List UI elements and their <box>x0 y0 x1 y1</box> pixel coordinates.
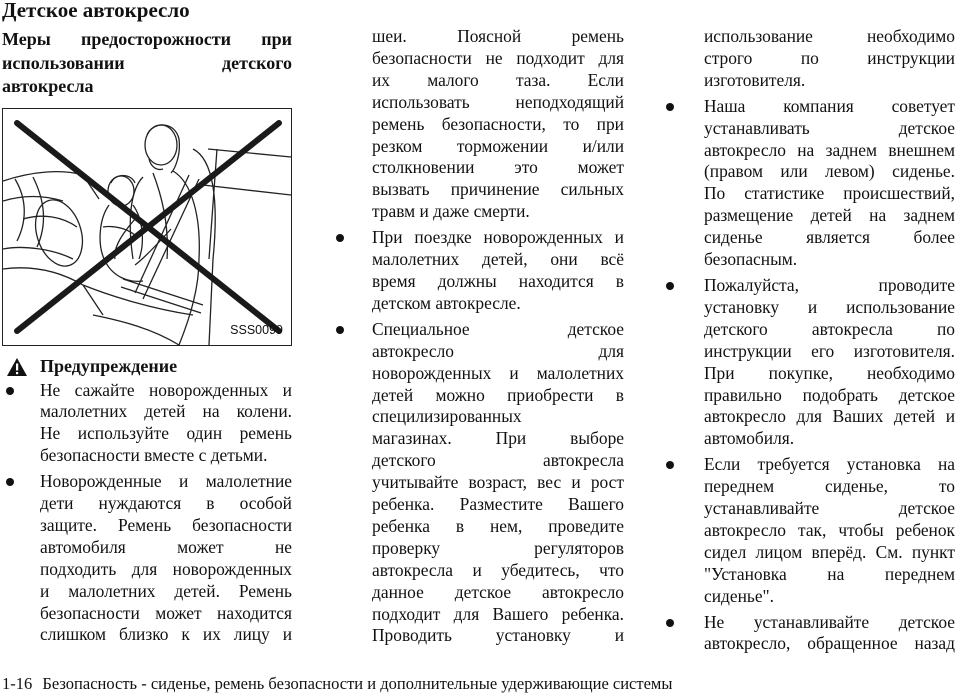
text-line: детей можно приобрести в <box>372 384 624 405</box>
bullet-icon <box>336 234 344 242</box>
section-title-line: использовании детского <box>2 52 292 73</box>
column-right <box>704 26 955 659</box>
warning-list <box>2 380 292 647</box>
text-line: устанавливать детское <box>704 117 955 138</box>
bullet-icon <box>666 103 674 111</box>
text-line: сиденье". <box>704 585 774 606</box>
illustration-figure <box>2 108 292 346</box>
bullet-icon <box>336 326 344 334</box>
text-line: автокресло для <box>372 340 624 361</box>
list-item <box>2 380 292 468</box>
text-line: шеи. Поясной ремень <box>372 26 624 46</box>
text-line: детского автокресла <box>372 450 624 471</box>
text-line: новорожденных и малолетних <box>372 362 624 383</box>
text-line: Наша компания советует <box>704 95 955 116</box>
text-line: Новорожденные и малолетние <box>40 471 292 492</box>
section-title <box>2 28 292 99</box>
text-line: строго по инструкции <box>704 47 955 68</box>
warning-triangle-icon <box>6 357 28 377</box>
text-line: резком торможении и/или <box>372 135 624 156</box>
text-line: их малого таза. Если <box>372 69 624 90</box>
text-line: ремень безопасности, то при <box>372 113 624 134</box>
warning-title: Предупреждение <box>40 355 178 376</box>
text-line: автокресло для Ваших детей и <box>704 406 955 427</box>
text-line: малолетних детей, они всё <box>372 249 624 270</box>
text-line: размещение детей на заднем <box>704 205 955 226</box>
text-line: автомобиля. <box>704 428 795 449</box>
list-item <box>372 227 624 315</box>
text-line: детском автокресле. <box>372 292 521 313</box>
text-line: (правом или левом) сиденье. <box>704 161 955 182</box>
text-line: ребенка в нем, проведите <box>372 515 624 536</box>
bullet-icon <box>6 387 14 395</box>
text-line: защите. Ремень безопасности <box>40 514 292 535</box>
text-line: сидел лицом вперёд. См. пункт <box>704 541 955 562</box>
bullet-icon <box>666 619 674 627</box>
section-title-line: Меры предосторожности при <box>2 29 292 49</box>
text-line: ребенка. Разместите Вашего <box>372 494 624 515</box>
column-left <box>2 28 292 650</box>
text-line: проверку регуляторов <box>372 537 624 558</box>
text-line: безопасности вместе с детьми. <box>40 445 268 466</box>
text-line: данное детское автокресло <box>372 581 624 602</box>
text-line: По статистике происшествий, <box>704 183 955 204</box>
text-line: автокресло на заднем внешнем <box>704 139 955 160</box>
text-line: безопасности может находится <box>40 602 292 623</box>
text-line: использовать неподходящий <box>372 91 624 112</box>
warning-list <box>704 96 955 656</box>
text-line: "Установка на переднем <box>704 563 955 584</box>
list-item <box>704 96 955 271</box>
text-line: время должны находится в <box>372 270 624 291</box>
text-line: переднем сиденье, то <box>704 476 955 497</box>
footer-text: Безопасность - сиденье, ремень безопасности и дополнительные удерживающие системы <box>42 674 673 693</box>
text-line: слишком близко к их лицу и <box>40 624 292 645</box>
bullet-icon <box>666 461 674 469</box>
text-line: Проводить установку и <box>372 625 624 646</box>
text-line: Пожалуйста, проводите <box>704 274 955 295</box>
figure-code: SSS0099 <box>230 322 283 337</box>
list-item <box>704 275 955 450</box>
text-line: Не сажайте новорожденных и <box>40 379 292 400</box>
text-line: и малолетних детей. Ремень <box>40 580 292 601</box>
text-line: подходить для новорожденных <box>40 558 292 579</box>
bullet-icon <box>666 282 674 290</box>
text-line: установку и использование <box>704 296 955 317</box>
text-line: Не устанавливайте детское <box>704 611 955 632</box>
column-middle <box>372 26 624 651</box>
text-line: подходит для Вашего ребенка. <box>372 603 624 624</box>
continued-paragraph <box>704 26 955 92</box>
text-line: сиденье является более <box>704 227 955 248</box>
text-line: Специальное детское <box>372 318 624 339</box>
text-line: автокресла и убедитесь, что <box>372 559 624 580</box>
list-item <box>2 471 292 646</box>
text-line: учитывайте возраст, вес и рост <box>372 472 624 493</box>
text-line: устанавливайте детское <box>704 498 955 519</box>
text-line: автокресло так, чтобы ребенок <box>704 519 955 540</box>
page-footer <box>2 674 672 694</box>
page-number: 1-16 <box>2 674 33 693</box>
text-line: безопасности не подходит для <box>372 47 624 68</box>
text-line: малолетних детей на колени. <box>40 401 292 422</box>
warning-heading <box>2 355 292 377</box>
text-line: магазинах. При выборе <box>372 428 624 449</box>
text-line: При покупке, необходимо <box>704 362 955 383</box>
text-line: инструкции его изготовителя. <box>704 340 955 361</box>
bullet-icon <box>6 478 14 486</box>
continued-paragraph <box>372 26 624 223</box>
text-line: детского автокресла по <box>704 318 955 339</box>
section-title-line: автокресла <box>2 76 94 96</box>
text-line: столкновении это может <box>372 157 624 178</box>
text-line: безопасным. <box>704 249 798 270</box>
text-line: автокресло, обращенное назад <box>704 633 955 654</box>
text-line: вызвать причинение сильных <box>372 179 624 200</box>
text-line: изготовителя. <box>704 69 806 90</box>
text-line: использование необходимо <box>704 26 955 46</box>
crossed-out-child-on-lap-illustration <box>3 109 292 346</box>
text-line: травм и даже смерти. <box>372 201 530 222</box>
text-line: правильно подобрать детское <box>704 384 955 405</box>
list-item <box>372 319 624 648</box>
text-line: автомобиля может не <box>40 536 292 557</box>
list-item <box>704 454 955 607</box>
warning-list <box>372 227 624 647</box>
chapter-title: Детское автокресло <box>2 0 190 22</box>
text-line: При поездке новорожденных и <box>372 227 624 248</box>
text-line: специлизированных <box>372 406 522 427</box>
text-line: Не используйте один ремень <box>40 423 292 444</box>
text-line: дети нуждаются в особой <box>40 493 292 514</box>
list-item <box>704 612 955 656</box>
text-line: Если требуется установка на <box>704 454 955 475</box>
